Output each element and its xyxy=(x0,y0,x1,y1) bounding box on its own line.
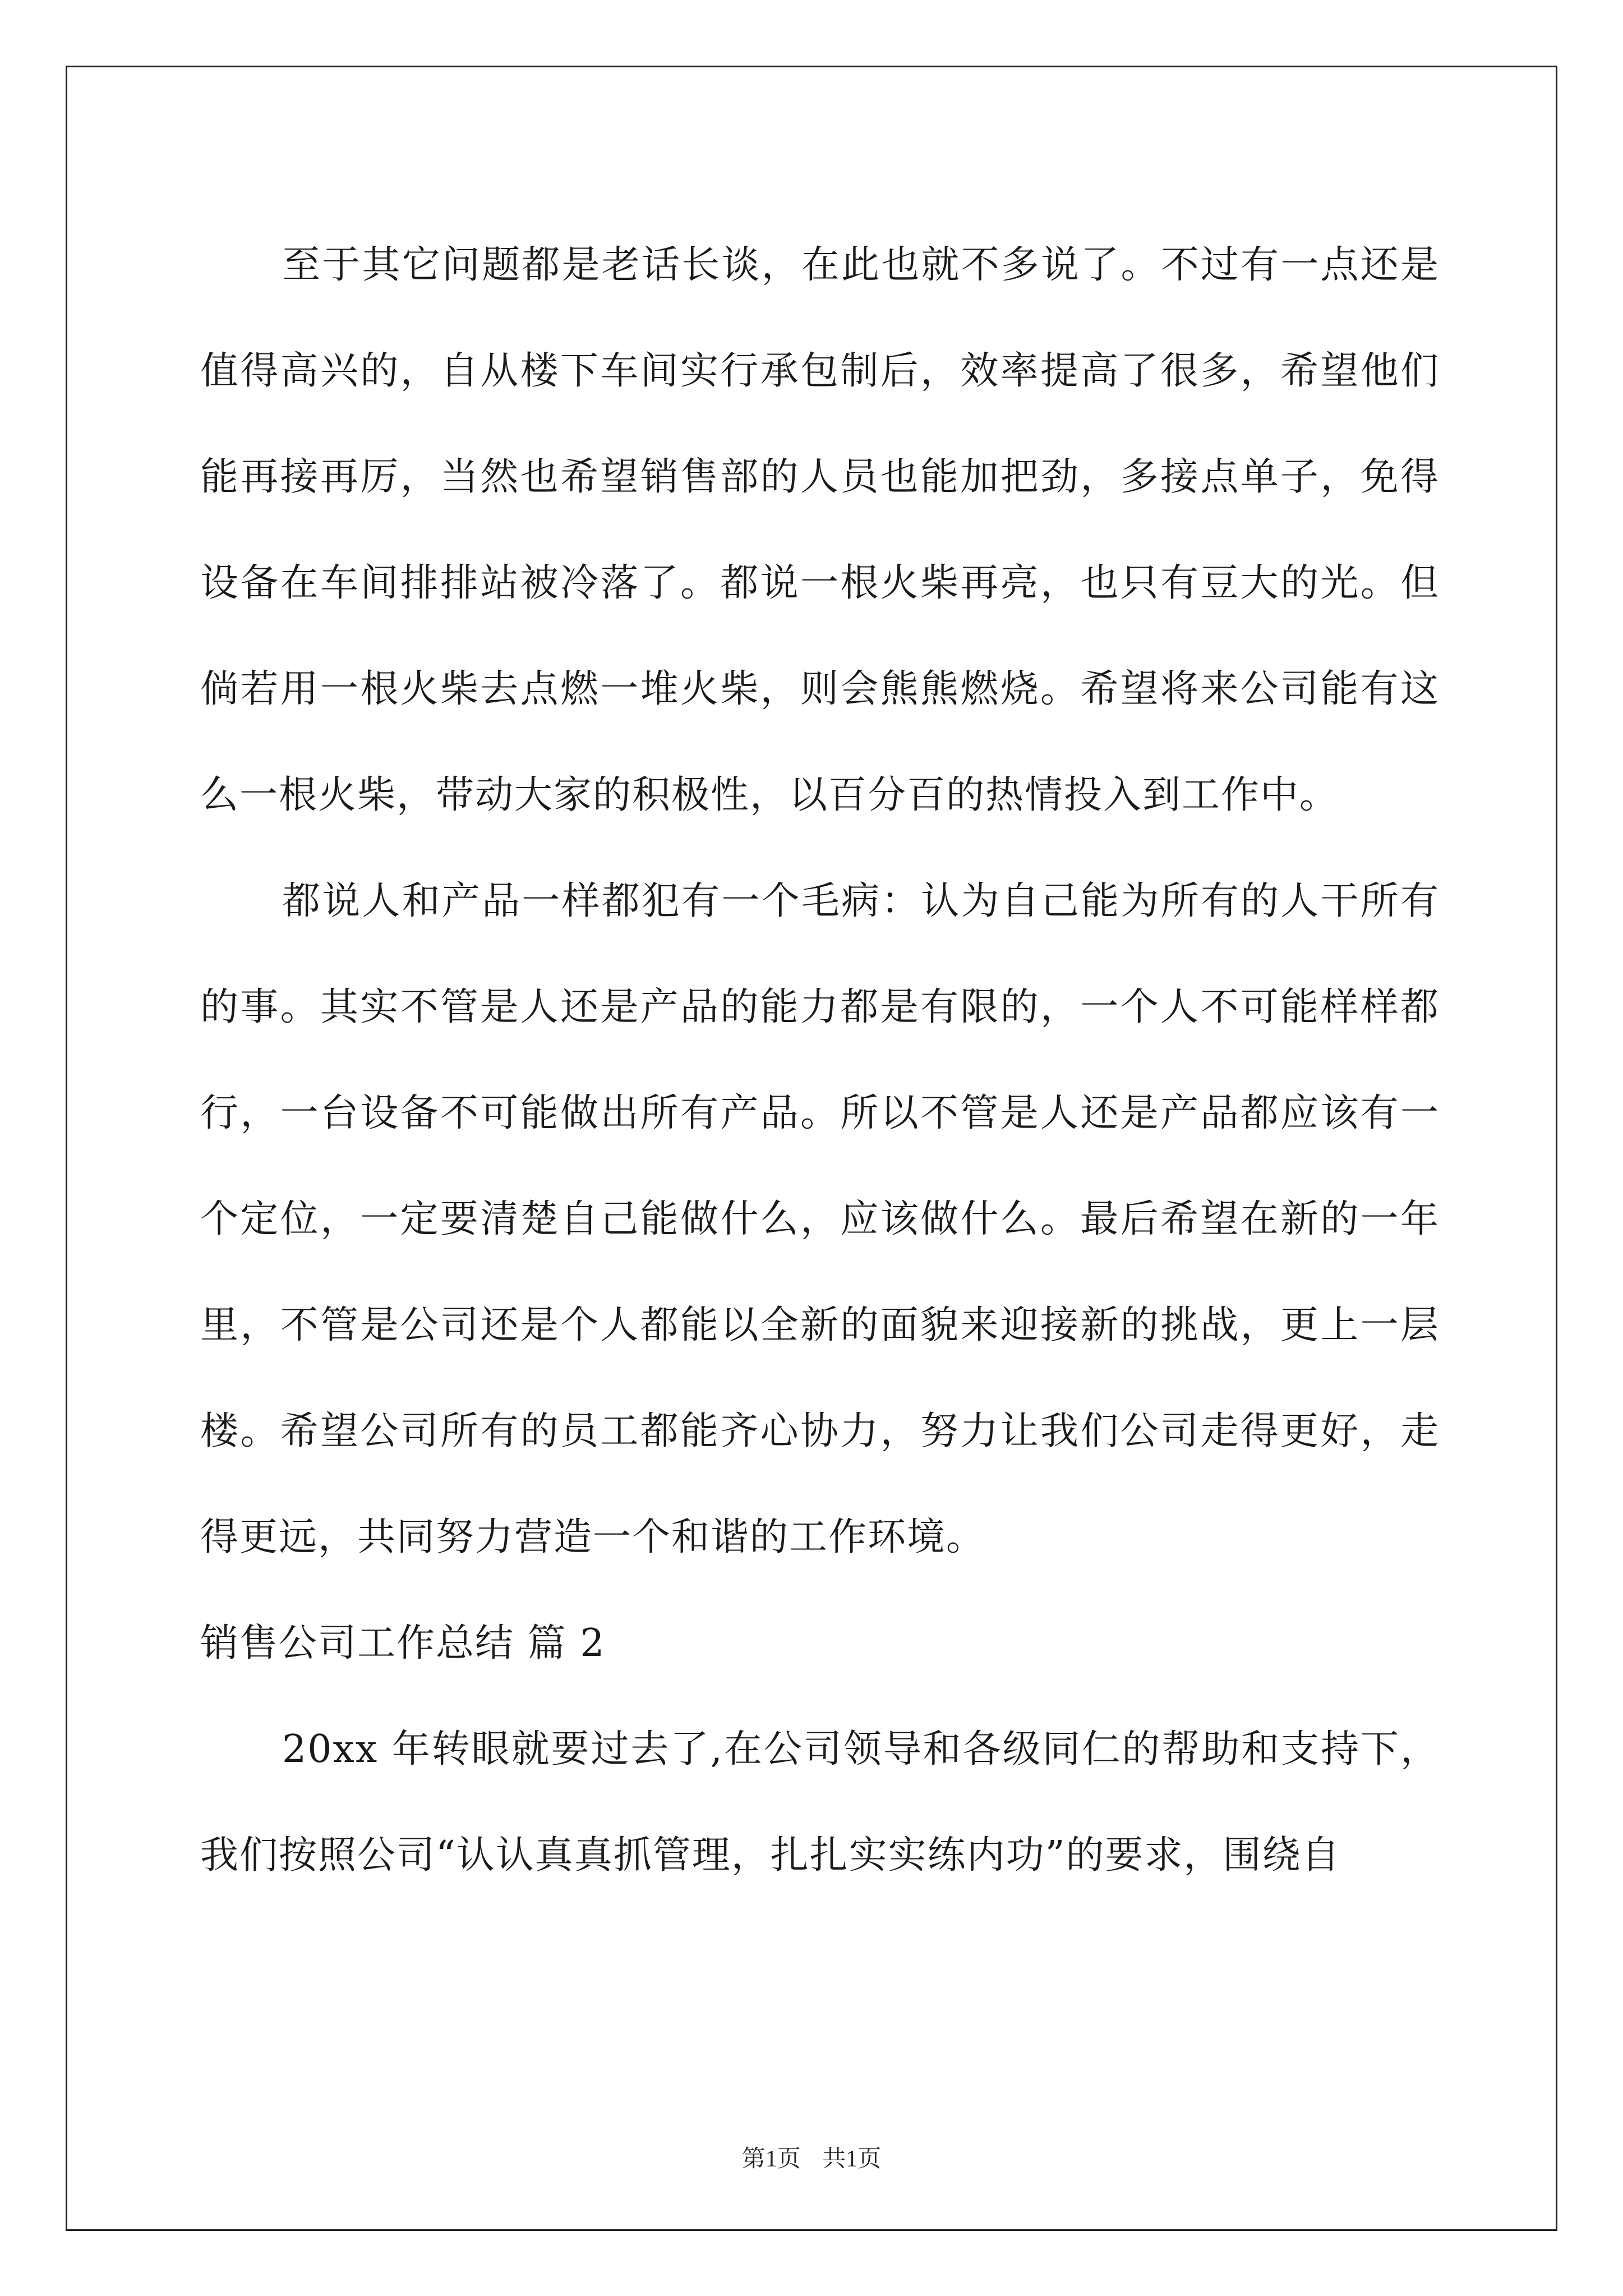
section-heading: 销售公司工作总结 篇 2 xyxy=(200,1621,606,1665)
paragraph-3: 20xx 年转眼就要过去了,在公司领导和各级同仁的帮助和支持下，我们按照公司“认认真真抓管理，扎扎实实练内功”的要求，围绕自 xyxy=(200,1727,1440,1878)
document-body xyxy=(200,212,1440,1908)
page-footer xyxy=(0,2140,1623,2174)
page-number-current: 第1页 xyxy=(741,2146,801,2172)
page-number-total: 共1页 xyxy=(822,2146,882,2172)
paragraph-2: 都说人和产品一样都犯有一个毛病：认为自己能为所有的人干所有的事。其实不管是人还是产品的能力都是有限的，一个人不可能样样都行，一台设备不可能做出所有产品。所以不管是人还是产品都应该有一个定位，一定要清楚自己能做什么，应该做什么。最后希望在新的一年里，不管是公司还是个人都能以全新的面貌来迎接新的挑战，更上一层楼。希望公司所有的员工都能齐心协力，努力让我们公司走得更好，走得更远，共同努力营造一个和谐的工作环境。 xyxy=(200,879,1440,1559)
paragraph-1: 至于其它问题都是老话长谈，在此也就不多说了。不过有一点还是值得高兴的，自从楼下车间实行承包制后，效率提高了很多，希望他们能再接再厉，当然也希望销售部的人员也能加把劲，多接点单子，免得设备在车间排排站被冷落了。都说一根火柴再亮，也只有豆大的光。但倘若用一根火柴去点燃一堆火柴，则会熊熊燃烧。希望将来公司能有这么一根火柴，带动大家的积极性，以百分百的热情投入到工作中。 xyxy=(200,243,1440,817)
